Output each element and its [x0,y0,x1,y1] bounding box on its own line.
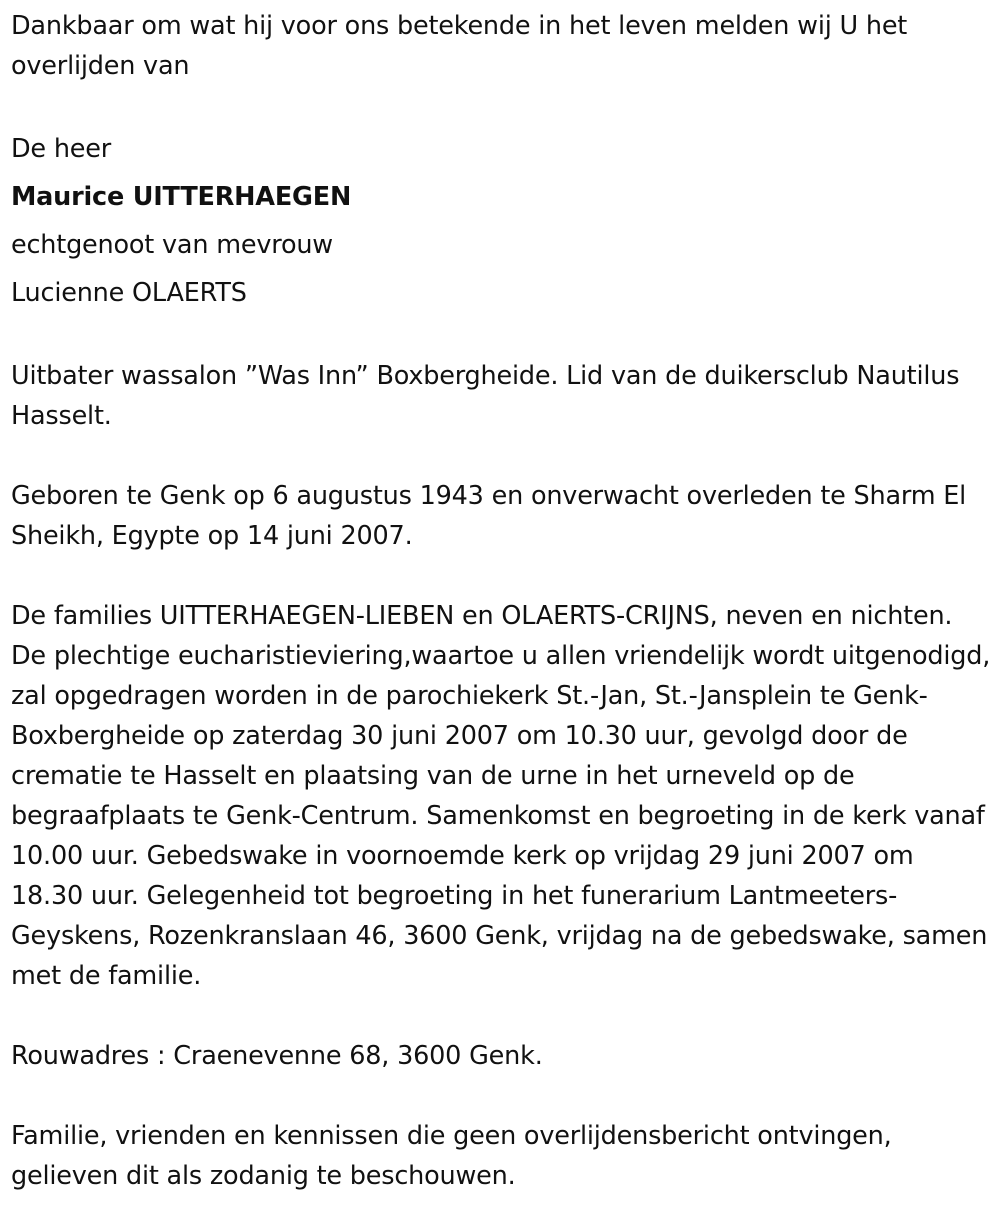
title-line: De heer [11,134,112,164]
spouse-name: Lucienne OLAERTS [11,278,247,308]
spacer [11,996,991,1036]
spacer [11,436,991,476]
death-notice [11,6,991,1196]
spacer [11,86,991,125]
ceremony-paragraph: De families UITTERHAEGEN-LIEBEN en OLAERTS-CRIJNS, neven en nichten. De plechtige eucharistieviering,waartoe u allen vriendelijk wordt uitgenodigd, zal opgedragen worden in de parochiekerk St.-Jan, St.-Jansplein te Genk-Boxbergheide op zaterdag 30 juni 2007 om 10.30 uur, gevolgd door de crematie te Hasselt en plaatsing van de urne in het urneveld op de begraafplaats te Genk-Centrum. Samenkomst en begroeting in de kerk vanaf 10.00 uur. Gebedswake in voornoemde kerk op vrijdag 29 juni 2007 om 18.30 uur. Gelegenheid tot begroeting in het funerarium Lantmeeters-Geyskens, Rozenkranslaan 46, 3600 Genk, vrijdag na de gebedswake, samen met de familie. [11,601,991,991]
birth-death-paragraph: Geboren te Genk op 6 augustus 1943 en onverwacht overleden te Sharm El Sheikh, Egypte op 14 juni 2007. [11,481,967,551]
spacer [11,317,991,356]
spouse-label: echtgenoot van mevrouw [11,230,333,260]
closing-paragraph: Familie, vrienden en kennissen die geen overlijdensbericht ontvingen, gelieven dit als zodanig te beschouwen. [11,1121,892,1191]
spacer [11,556,991,596]
occupation-paragraph: Uitbater wassalon ”Was Inn” Boxbergheide. Lid van de duikersclub Nautilus Hasselt. [11,361,960,431]
deceased-name: Maurice UITTERHAEGEN [11,182,352,212]
address-paragraph: Rouwadres : Craenevenne 68, 3600 Genk. [11,1041,543,1071]
intro-paragraph: Dankbaar om wat hij voor ons betekende in het leven melden wij U het overlijden van [11,11,908,81]
spacer [11,1076,991,1116]
